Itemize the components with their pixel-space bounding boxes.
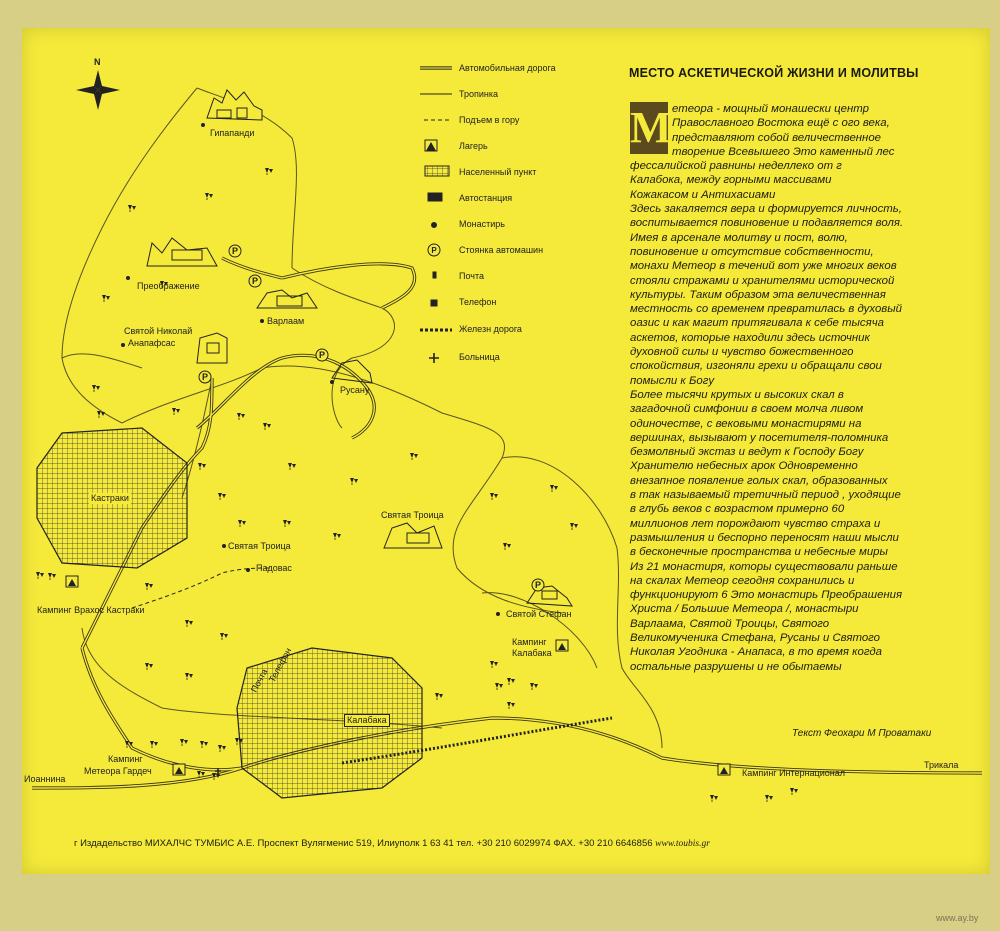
article-line: Имея в арсенале молитву и пост, волю, bbox=[630, 231, 848, 244]
legend-parking: Стоянка автомашин bbox=[459, 245, 544, 255]
place-camp-meteora-2: Метеора Гардеч bbox=[84, 766, 152, 776]
article-title: МЕСТО АСКЕТИЧЕСКОЙ ЖИЗНИ И МОЛИТВЫ bbox=[629, 66, 919, 80]
compass-rose bbox=[76, 70, 120, 110]
watermark: www.ay.by bbox=[936, 913, 979, 923]
article-line: воспитывается повиновение и подавляется воля. bbox=[630, 217, 904, 230]
svg-text:P: P bbox=[318, 350, 326, 360]
place-camp-kalabaka-1: Кампинг bbox=[512, 637, 547, 647]
article-line: размышления и беспорно переносят наши мысли bbox=[630, 531, 899, 544]
place-gipapandi: Гипапанди bbox=[210, 128, 255, 138]
svg-text:P: P bbox=[251, 276, 259, 286]
svg-text:P: P bbox=[201, 372, 209, 382]
svg-text:P: P bbox=[231, 246, 239, 256]
article-line: Здесь закаляется вера и формируется личность, bbox=[630, 203, 902, 216]
legend-monastery: Монастирь bbox=[459, 219, 505, 229]
article-line: Из 21 монастиря, которы существовали раньше bbox=[630, 560, 898, 573]
place-preobrazhenie: Преображение bbox=[137, 281, 200, 291]
article-line: Кожакасом и Антихасиами bbox=[630, 188, 776, 201]
article-line: Более тысячи крутых и высоких скал в bbox=[630, 388, 844, 401]
place-troitsa-church: Святая Троица bbox=[228, 541, 291, 551]
article-line: духовной силы и чувство божественного bbox=[630, 346, 854, 359]
publisher-footer bbox=[74, 838, 710, 849]
svg-text:P: P bbox=[431, 246, 437, 255]
legend-symbols bbox=[420, 68, 452, 363]
legend-camp: Лагерь bbox=[459, 141, 488, 151]
place-troitsa-monastery: Святая Троица bbox=[381, 510, 444, 520]
legend-phone: Телефон bbox=[459, 297, 497, 307]
article-line: Хранителю небесных арок Одновременно bbox=[630, 460, 858, 473]
article-line: функционируют 6 Это монастирь Преобрашения bbox=[630, 589, 903, 602]
place-camp-vrahos: Кампинг Врахос Кастраки bbox=[37, 605, 145, 615]
place-varlaam: Варлаам bbox=[267, 316, 305, 326]
place-kalabaka: Калабака bbox=[344, 714, 390, 727]
article-line: аскетов, которые находили здесь источник bbox=[630, 331, 870, 344]
legend-bus-station: Автостанция bbox=[459, 193, 513, 203]
article-line: культуры. Таким образом эта величественная bbox=[630, 288, 886, 301]
telephone-road-label: Телефон bbox=[266, 646, 294, 684]
article-line: безмолвный экстаз и ведут к Господу Богу bbox=[630, 446, 864, 459]
article-line: Варлаама, Святой Троицы, Святого bbox=[630, 617, 830, 630]
svg-text:P: P bbox=[534, 580, 542, 590]
article-line: оазис и как магит притягивала к себе тысяча bbox=[630, 317, 884, 330]
place-kastraki: Кастраки bbox=[91, 493, 129, 503]
article-line: творение Всевышего Это каменный лес bbox=[672, 145, 895, 158]
article-line: Великомученика Стефана, Русаны и Святого bbox=[630, 631, 880, 644]
legend-road: Автомобильная дорога bbox=[459, 63, 556, 73]
article-line: фессалийской равнины неделлеко от г bbox=[630, 160, 842, 173]
place-anapafsas: Анапафсас bbox=[128, 338, 176, 348]
article-line: загадочной симфонии в своем молча ливом bbox=[630, 403, 864, 416]
article-line: вершинах, вызывают у посетителя-поломника bbox=[630, 431, 889, 444]
legend-railway: Железн дорога bbox=[459, 324, 522, 334]
legend-path: Тропинка bbox=[459, 89, 499, 99]
place-rusanu: Русану bbox=[340, 385, 370, 395]
article-line: Николая Угодника - Анапаса, в то время когда bbox=[630, 646, 883, 659]
dropcap: M bbox=[630, 103, 672, 152]
article-line: внезапное появление голых скал, образованных bbox=[630, 474, 888, 487]
place-camp-meteora-1: Кампинг bbox=[108, 754, 143, 764]
article-line: на скалах Метеор сегодня сохранились и bbox=[630, 574, 855, 587]
legend-hospital: Больница bbox=[459, 352, 500, 362]
place-camp-kalabaka-2: Калабака bbox=[512, 648, 552, 658]
article-line: монахи Метеор в течений вот уже многих веков bbox=[630, 260, 897, 273]
place-padovas: Падовас bbox=[256, 563, 292, 573]
article-line: повиновение и отсутствие собственности, bbox=[630, 245, 874, 258]
article-line: одиночестве, с вековыми монастирями на bbox=[630, 417, 862, 430]
article-line: миллионов лет порождают чувство страха и bbox=[630, 517, 881, 530]
article-line: помысли к Богу bbox=[630, 374, 715, 387]
place-camp-international: Кампинг Интернационал bbox=[742, 768, 845, 778]
place-nikolai: Святой Николай bbox=[124, 326, 193, 336]
article-line: остальные разрушены и не обытаемы bbox=[630, 660, 842, 673]
north-label: N bbox=[94, 57, 101, 67]
article-line: етеора - мощный монашески центр bbox=[672, 103, 869, 115]
legend-climb: Подъем в гору bbox=[459, 115, 520, 125]
publisher-text: г Издадельство МИХАЛЧС ТУМБИС А.Е. Проспект Вулягменис 519, Илиуполк 1 63 41 тел. +30 210 6029974 ФАХ. +30 210 6646856 bbox=[74, 838, 653, 849]
article-line: Православного Востока ещё с ого века, bbox=[672, 117, 890, 130]
article-line: стояли стражами и хранителями исторической bbox=[630, 274, 895, 287]
post-road-label: Почта bbox=[248, 667, 270, 694]
article-line: в бесконечные пространства и небесные миры bbox=[630, 546, 888, 559]
map-card bbox=[22, 28, 990, 874]
place-stefan: Святой Стефан bbox=[506, 609, 572, 619]
article-line: в так называемый третичный период , уходящие bbox=[630, 489, 901, 502]
article-line: в глубь веков с возрастом примерно 60 bbox=[630, 503, 845, 516]
article-line: Калабока, между горными массивами bbox=[630, 174, 832, 187]
article-line: местность со временем превратилась в духовый bbox=[630, 303, 902, 316]
legend-settlement: Населенный пункт bbox=[459, 167, 537, 177]
article-line: Христа / Большие Метеора /, монастыри bbox=[630, 603, 859, 616]
place-ioannina: Иоаннина bbox=[24, 774, 66, 784]
publisher-url[interactable]: www.toubis.gr bbox=[655, 839, 710, 849]
legend-post: Почта bbox=[459, 271, 484, 281]
article-line: спокойствия, изгоняли грехи и обращали свои bbox=[630, 360, 882, 373]
place-trikala: Трикала bbox=[924, 760, 959, 770]
article-line: представляют собой величественное bbox=[672, 131, 881, 144]
article-body bbox=[630, 102, 976, 674]
article-credit: Текст Феохари М Проватаки bbox=[792, 728, 932, 739]
